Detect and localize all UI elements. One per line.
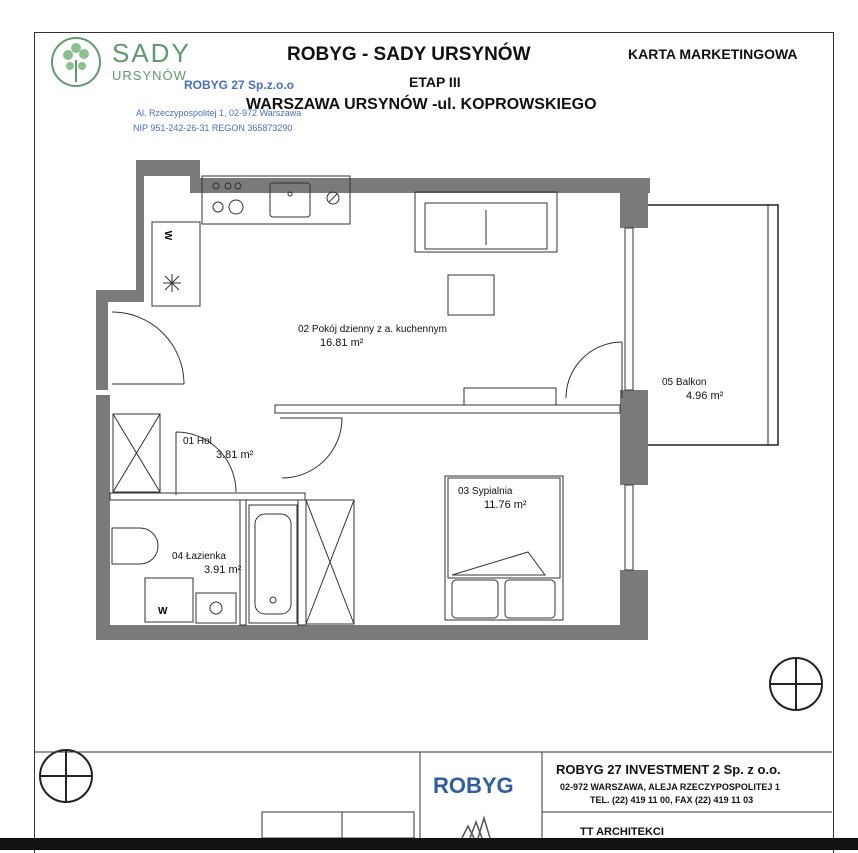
sady-logo-icon [52, 38, 100, 86]
footer-company: ROBYG 27 INVESTMENT 2 Sp. z o.o. [556, 762, 781, 777]
stamp-company: ROBYG 27 Sp.z.o.o [184, 78, 295, 92]
room-label-bathroom: 04 Łazienka [172, 551, 226, 562]
footer-address: 02-972 WARSZAWA, ALEJA RZECZYPOSPOLITEJ 1 [560, 782, 780, 792]
room-area-bedroom: 11.76 m² [484, 499, 527, 511]
logo-subword: URSYNÓW [112, 68, 187, 83]
stage-label: ETAP III [409, 74, 461, 90]
location-label: WARSZAWA URSYNÓW -ul. KOPROWSKIEGO [246, 96, 597, 113]
footer-brand-logo: ROBYG [433, 773, 514, 798]
bottom-edge [0, 838, 858, 850]
stamp-ids: NIP 951-242-26-31 REGON 365873290 [133, 123, 293, 133]
room-label-bedroom: 03 Sypialnia [458, 486, 513, 497]
architect-logo-icon [462, 818, 490, 838]
room-label-balcony: 05 Balkon [662, 377, 707, 388]
north-arrow-icon [40, 658, 822, 802]
living-room-furniture [415, 192, 557, 405]
room-area-balcony: 4.96 m² [686, 390, 724, 402]
balcony-outline [648, 205, 778, 445]
card-type-label: KARTA MARKETINGOWA [628, 46, 798, 62]
bed [445, 476, 563, 620]
washer-mark-bathroom: W [158, 606, 168, 617]
page-title: ROBYG - SADY URSYNÓW [287, 44, 531, 65]
footer-architect: TT ARCHITEKCI [580, 826, 664, 838]
room-label-living: 02 Pokój dzienny z a. kuchennym [298, 324, 447, 335]
room-label-hall: 01 Hol [183, 436, 212, 447]
stamp-address: Al. Rzeczypospolitej 1, 02-972 Warszawa [136, 108, 302, 118]
room-area-living: 16.81 m² [320, 337, 364, 349]
doors [112, 312, 622, 495]
kitchen-counter [152, 176, 350, 306]
walls [96, 160, 650, 640]
logo-wordmark: SADY [112, 38, 191, 68]
room-area-hall: 3.81 m² [216, 449, 254, 461]
room-area-bathroom: 3.91 m² [204, 564, 242, 576]
washer-mark-kitchen: W [162, 230, 174, 241]
footer-phone: TEL. (22) 419 11 00, FAX (22) 419 11 03 [590, 795, 754, 805]
